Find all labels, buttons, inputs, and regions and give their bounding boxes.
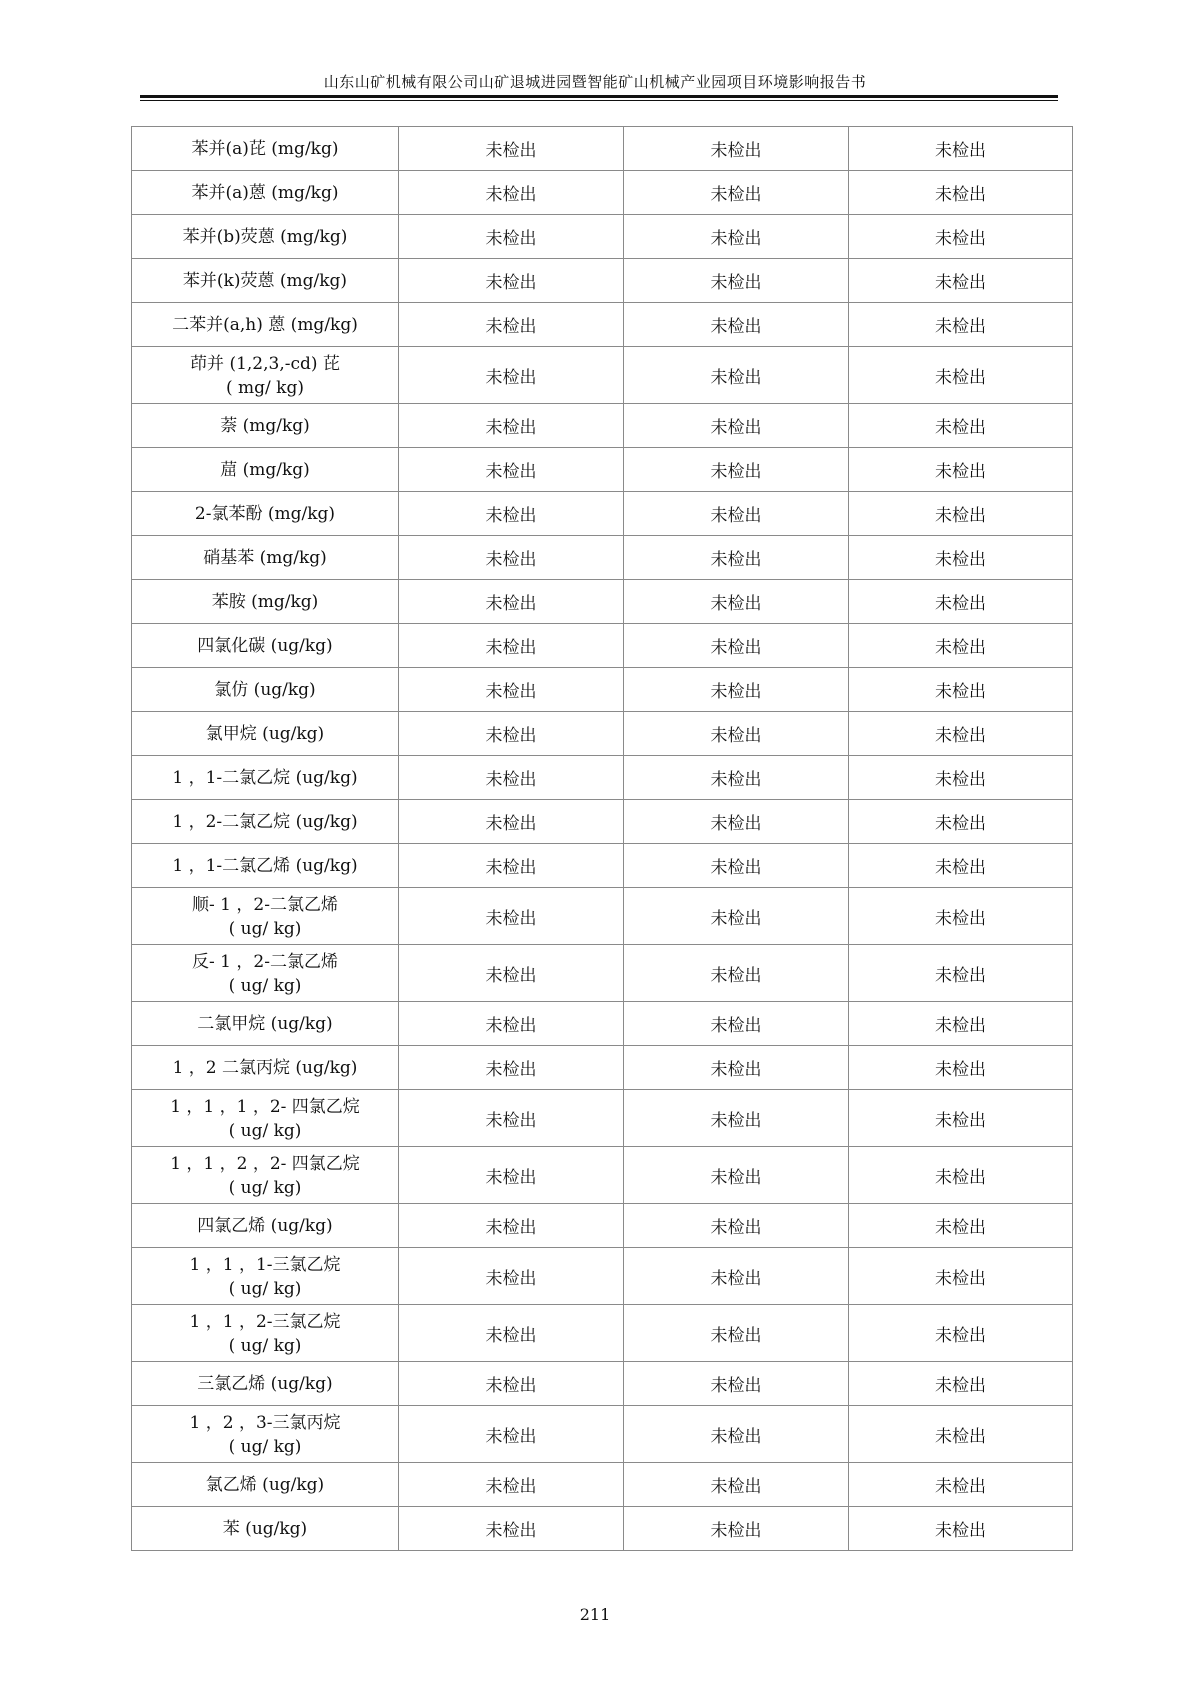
table-row	[132, 171, 1073, 215]
result-cell-3: 未检出	[849, 844, 1073, 888]
result-cell-3: 未检出	[849, 1463, 1073, 1507]
parameter-name: 1 ，1 ，2 ，2- 四氯乙烷	[170, 1153, 360, 1174]
result-cell-1: 未检出	[399, 800, 624, 844]
parameter-name-cell	[132, 580, 399, 624]
result-cell-3: 未检出	[849, 404, 1073, 448]
result-cell-3: 未检出	[849, 347, 1073, 404]
table-row	[132, 1507, 1073, 1551]
result-cell-2: 未检出	[624, 624, 849, 668]
parameter-unit: ( ug/ kg)	[228, 1278, 302, 1299]
parameter-name: 茚并 (1,2,3,-cd) 芘	[190, 353, 340, 374]
result-cell-1: 未检出	[399, 1046, 624, 1090]
parameter-name-cell	[132, 1046, 399, 1090]
result-cell-2: 未检出	[624, 756, 849, 800]
parameter-name: 苯并(a)蒽 (mg/kg)	[191, 182, 339, 203]
parameter-name-cell	[132, 492, 399, 536]
parameter-name: 氯仿 (ug/kg)	[214, 679, 316, 700]
page-number: 211	[579, 1605, 611, 1624]
table-row	[132, 800, 1073, 844]
result-cell-1: 未检出	[399, 303, 624, 347]
parameter-name-cell	[132, 945, 399, 1002]
parameter-name: 1 ，1-二氯乙烯 (ug/kg)	[172, 855, 358, 876]
parameter-name: 萘 (mg/kg)	[220, 415, 310, 436]
parameter-name-cell	[132, 844, 399, 888]
parameter-name-cell	[132, 1305, 399, 1362]
result-cell-1: 未检出	[399, 1002, 624, 1046]
result-cell-1: 未检出	[399, 1406, 624, 1463]
parameter-unit: ( ug/ kg)	[228, 1177, 302, 1198]
result-cell-2: 未检出	[624, 404, 849, 448]
result-cell-3: 未检出	[849, 1362, 1073, 1406]
parameter-name-cell	[132, 171, 399, 215]
parameter-name: 苯并(a)芘 (mg/kg)	[191, 138, 339, 159]
result-cell-2: 未检出	[624, 1305, 849, 1362]
result-cell-2: 未检出	[624, 844, 849, 888]
parameter-name-cell	[132, 1147, 399, 1204]
parameter-name: 1 ，2-二氯乙烷 (ug/kg)	[172, 811, 358, 832]
parameter-name: 2-氯苯酚 (mg/kg)	[194, 503, 336, 524]
result-cell-3: 未检出	[849, 536, 1073, 580]
result-cell-3: 未检出	[849, 1002, 1073, 1046]
result-cell-2: 未检出	[624, 945, 849, 1002]
parameter-name: 二苯并(a,h) 蒽 (mg/kg)	[172, 314, 358, 335]
result-cell-2: 未检出	[624, 536, 849, 580]
result-cell-2: 未检出	[624, 171, 849, 215]
table-row	[132, 624, 1073, 668]
result-cell-1: 未检出	[399, 1147, 624, 1204]
result-cell-3: 未检出	[849, 580, 1073, 624]
result-cell-2: 未检出	[624, 127, 849, 171]
result-cell-2: 未检出	[624, 580, 849, 624]
parameter-name: 四氯乙烯 (ug/kg)	[197, 1215, 333, 1236]
table-row	[132, 712, 1073, 756]
result-cell-1: 未检出	[399, 1090, 624, 1147]
parameter-unit: ( ug/ kg)	[228, 1120, 302, 1141]
parameter-name-cell	[132, 1204, 399, 1248]
result-cell-3: 未检出	[849, 171, 1073, 215]
result-cell-3: 未检出	[849, 756, 1073, 800]
result-cell-2: 未检出	[624, 1463, 849, 1507]
result-cell-3: 未检出	[849, 1507, 1073, 1551]
result-cell-2: 未检出	[624, 303, 849, 347]
result-cell-2: 未检出	[624, 1362, 849, 1406]
result-cell-1: 未检出	[399, 1463, 624, 1507]
table-row	[132, 668, 1073, 712]
table-row	[132, 1002, 1073, 1046]
header-rule-thin	[140, 100, 1058, 101]
parameter-name: 氯甲烷 (ug/kg)	[205, 723, 325, 744]
result-cell-1: 未检出	[399, 404, 624, 448]
parameter-name: 1 ，1 ，1-三氯乙烷	[189, 1254, 341, 1275]
result-cell-2: 未检出	[624, 1046, 849, 1090]
parameter-unit: ( ug/ kg)	[228, 1335, 302, 1356]
parameter-name-cell	[132, 888, 399, 945]
result-cell-3: 未检出	[849, 800, 1073, 844]
parameter-name-cell	[132, 536, 399, 580]
table-row	[132, 347, 1073, 404]
parameter-name-cell	[132, 668, 399, 712]
result-cell-3: 未检出	[849, 448, 1073, 492]
parameter-name: 二氯甲烷 (ug/kg)	[197, 1013, 333, 1034]
table-row	[132, 1147, 1073, 1204]
result-cell-3: 未检出	[849, 888, 1073, 945]
table-row	[132, 1046, 1073, 1090]
result-cell-3: 未检出	[849, 1204, 1073, 1248]
result-cell-2: 未检出	[624, 668, 849, 712]
result-cell-3: 未检出	[849, 668, 1073, 712]
parameter-name: 1 ，2 二氯丙烷 (ug/kg)	[172, 1057, 358, 1078]
parameter-name-cell	[132, 1463, 399, 1507]
parameter-name-cell	[132, 712, 399, 756]
parameter-name-cell	[132, 1248, 399, 1305]
parameter-name-cell	[132, 448, 399, 492]
parameter-name-cell	[132, 1002, 399, 1046]
result-cell-2: 未检出	[624, 448, 849, 492]
parameter-name: 1 ，1 ，2-三氯乙烷	[189, 1311, 341, 1332]
parameter-name-cell	[132, 404, 399, 448]
result-cell-1: 未检出	[399, 259, 624, 303]
result-cell-1: 未检出	[399, 1305, 624, 1362]
table-row	[132, 844, 1073, 888]
result-cell-3: 未检出	[849, 624, 1073, 668]
table-row	[132, 1305, 1073, 1362]
table-row	[132, 1463, 1073, 1507]
table-row	[132, 580, 1073, 624]
parameter-name: 苯 (ug/kg)	[222, 1518, 308, 1539]
result-cell-3: 未检出	[849, 1046, 1073, 1090]
table-row	[132, 215, 1073, 259]
table-row	[132, 492, 1073, 536]
result-cell-2: 未检出	[624, 1147, 849, 1204]
table-row	[132, 127, 1073, 171]
parameter-name: 四氯化碳 (ug/kg)	[197, 635, 333, 656]
result-cell-2: 未检出	[624, 347, 849, 404]
table-row	[132, 756, 1073, 800]
parameter-name: 苯并(b)荧蒽 (mg/kg)	[182, 226, 348, 247]
result-cell-1: 未检出	[399, 492, 624, 536]
result-cell-1: 未检出	[399, 127, 624, 171]
parameter-name: 苯并(k)荧蒽 (mg/kg)	[182, 270, 348, 291]
result-cell-1: 未检出	[399, 844, 624, 888]
parameter-name-cell	[132, 303, 399, 347]
result-cell-2: 未检出	[624, 1248, 849, 1305]
parameter-name: 顺- 1 ，2-二氯乙烯	[192, 894, 338, 915]
parameter-unit: ( mg/ kg)	[226, 377, 304, 398]
result-cell-3: 未检出	[849, 712, 1073, 756]
result-cell-3: 未检出	[849, 1305, 1073, 1362]
result-cell-2: 未检出	[624, 1090, 849, 1147]
parameter-name-cell	[132, 259, 399, 303]
page-header-title: 山东山矿机械有限公司山矿退城进园暨智能矿山机械产业园项目环境影响报告书	[323, 73, 867, 91]
parameter-name-cell	[132, 127, 399, 171]
table-row	[132, 1248, 1073, 1305]
result-cell-1: 未检出	[399, 888, 624, 945]
result-cell-3: 未检出	[849, 492, 1073, 536]
table-row	[132, 1204, 1073, 1248]
result-cell-2: 未检出	[624, 712, 849, 756]
table-row	[132, 1406, 1073, 1463]
table-row	[132, 448, 1073, 492]
result-cell-3: 未检出	[849, 1406, 1073, 1463]
parameter-name-cell	[132, 1362, 399, 1406]
result-cell-2: 未检出	[624, 1507, 849, 1551]
result-cell-1: 未检出	[399, 945, 624, 1002]
parameter-name: 1 ，1-二氯乙烷 (ug/kg)	[172, 767, 358, 788]
result-cell-1: 未检出	[399, 668, 624, 712]
parameter-name: 反- 1 ，2-二氯乙烯	[192, 951, 338, 972]
result-cell-1: 未检出	[399, 215, 624, 259]
result-cell-2: 未检出	[624, 259, 849, 303]
result-cell-2: 未检出	[624, 1204, 849, 1248]
table-row	[132, 404, 1073, 448]
result-cell-1: 未检出	[399, 448, 624, 492]
parameter-name: 1 ，2 ，3-三氯丙烷	[189, 1412, 341, 1433]
table-row	[132, 1090, 1073, 1147]
parameter-name-cell	[132, 800, 399, 844]
parameter-unit: ( ug/ kg)	[228, 1436, 302, 1457]
parameter-name-cell	[132, 215, 399, 259]
result-cell-1: 未检出	[399, 580, 624, 624]
result-cell-2: 未检出	[624, 800, 849, 844]
header-rule-thick	[140, 95, 1058, 98]
result-cell-1: 未检出	[399, 171, 624, 215]
result-cell-1: 未检出	[399, 1362, 624, 1406]
parameter-name: 硝基苯 (mg/kg)	[203, 547, 327, 568]
table-row	[132, 536, 1073, 580]
result-cell-2: 未检出	[624, 1002, 849, 1046]
result-cell-2: 未检出	[624, 888, 849, 945]
result-cell-1: 未检出	[399, 536, 624, 580]
parameter-unit: ( ug/ kg)	[228, 918, 302, 939]
result-cell-3: 未检出	[849, 127, 1073, 171]
result-cell-2: 未检出	[624, 215, 849, 259]
result-cell-1: 未检出	[399, 1204, 624, 1248]
result-cell-2: 未检出	[624, 1406, 849, 1463]
result-cell-3: 未检出	[849, 945, 1073, 1002]
parameter-name: 苯胺 (mg/kg)	[211, 591, 319, 612]
table-row	[132, 888, 1073, 945]
results-table	[131, 126, 1073, 1551]
parameter-name: 1 ，1 ，1 ，2- 四氯乙烷	[170, 1096, 360, 1117]
result-cell-3: 未检出	[849, 1248, 1073, 1305]
result-cell-3: 未检出	[849, 1090, 1073, 1147]
table-row	[132, 1362, 1073, 1406]
result-cell-3: 未检出	[849, 303, 1073, 347]
parameter-name-cell	[132, 1090, 399, 1147]
parameter-name-cell	[132, 756, 399, 800]
results-table-body	[132, 127, 1073, 1551]
parameter-name-cell	[132, 347, 399, 404]
table-row	[132, 259, 1073, 303]
parameter-name: 三氯乙烯 (ug/kg)	[197, 1373, 333, 1394]
result-cell-3: 未检出	[849, 1147, 1073, 1204]
parameter-name-cell	[132, 624, 399, 668]
parameter-unit: ( ug/ kg)	[228, 975, 302, 996]
result-cell-1: 未检出	[399, 624, 624, 668]
parameter-name-cell	[132, 1406, 399, 1463]
result-cell-1: 未检出	[399, 756, 624, 800]
parameter-name-cell	[132, 1507, 399, 1551]
table-row	[132, 945, 1073, 1002]
table-row	[132, 303, 1073, 347]
result-cell-1: 未检出	[399, 1507, 624, 1551]
result-cell-2: 未检出	[624, 492, 849, 536]
result-cell-3: 未检出	[849, 215, 1073, 259]
result-cell-1: 未检出	[399, 347, 624, 404]
parameter-name: 䓛 (mg/kg)	[220, 459, 310, 480]
result-cell-1: 未检出	[399, 1248, 624, 1305]
parameter-name: 氯乙烯 (ug/kg)	[205, 1474, 325, 1495]
result-cell-1: 未检出	[399, 712, 624, 756]
result-cell-3: 未检出	[849, 259, 1073, 303]
